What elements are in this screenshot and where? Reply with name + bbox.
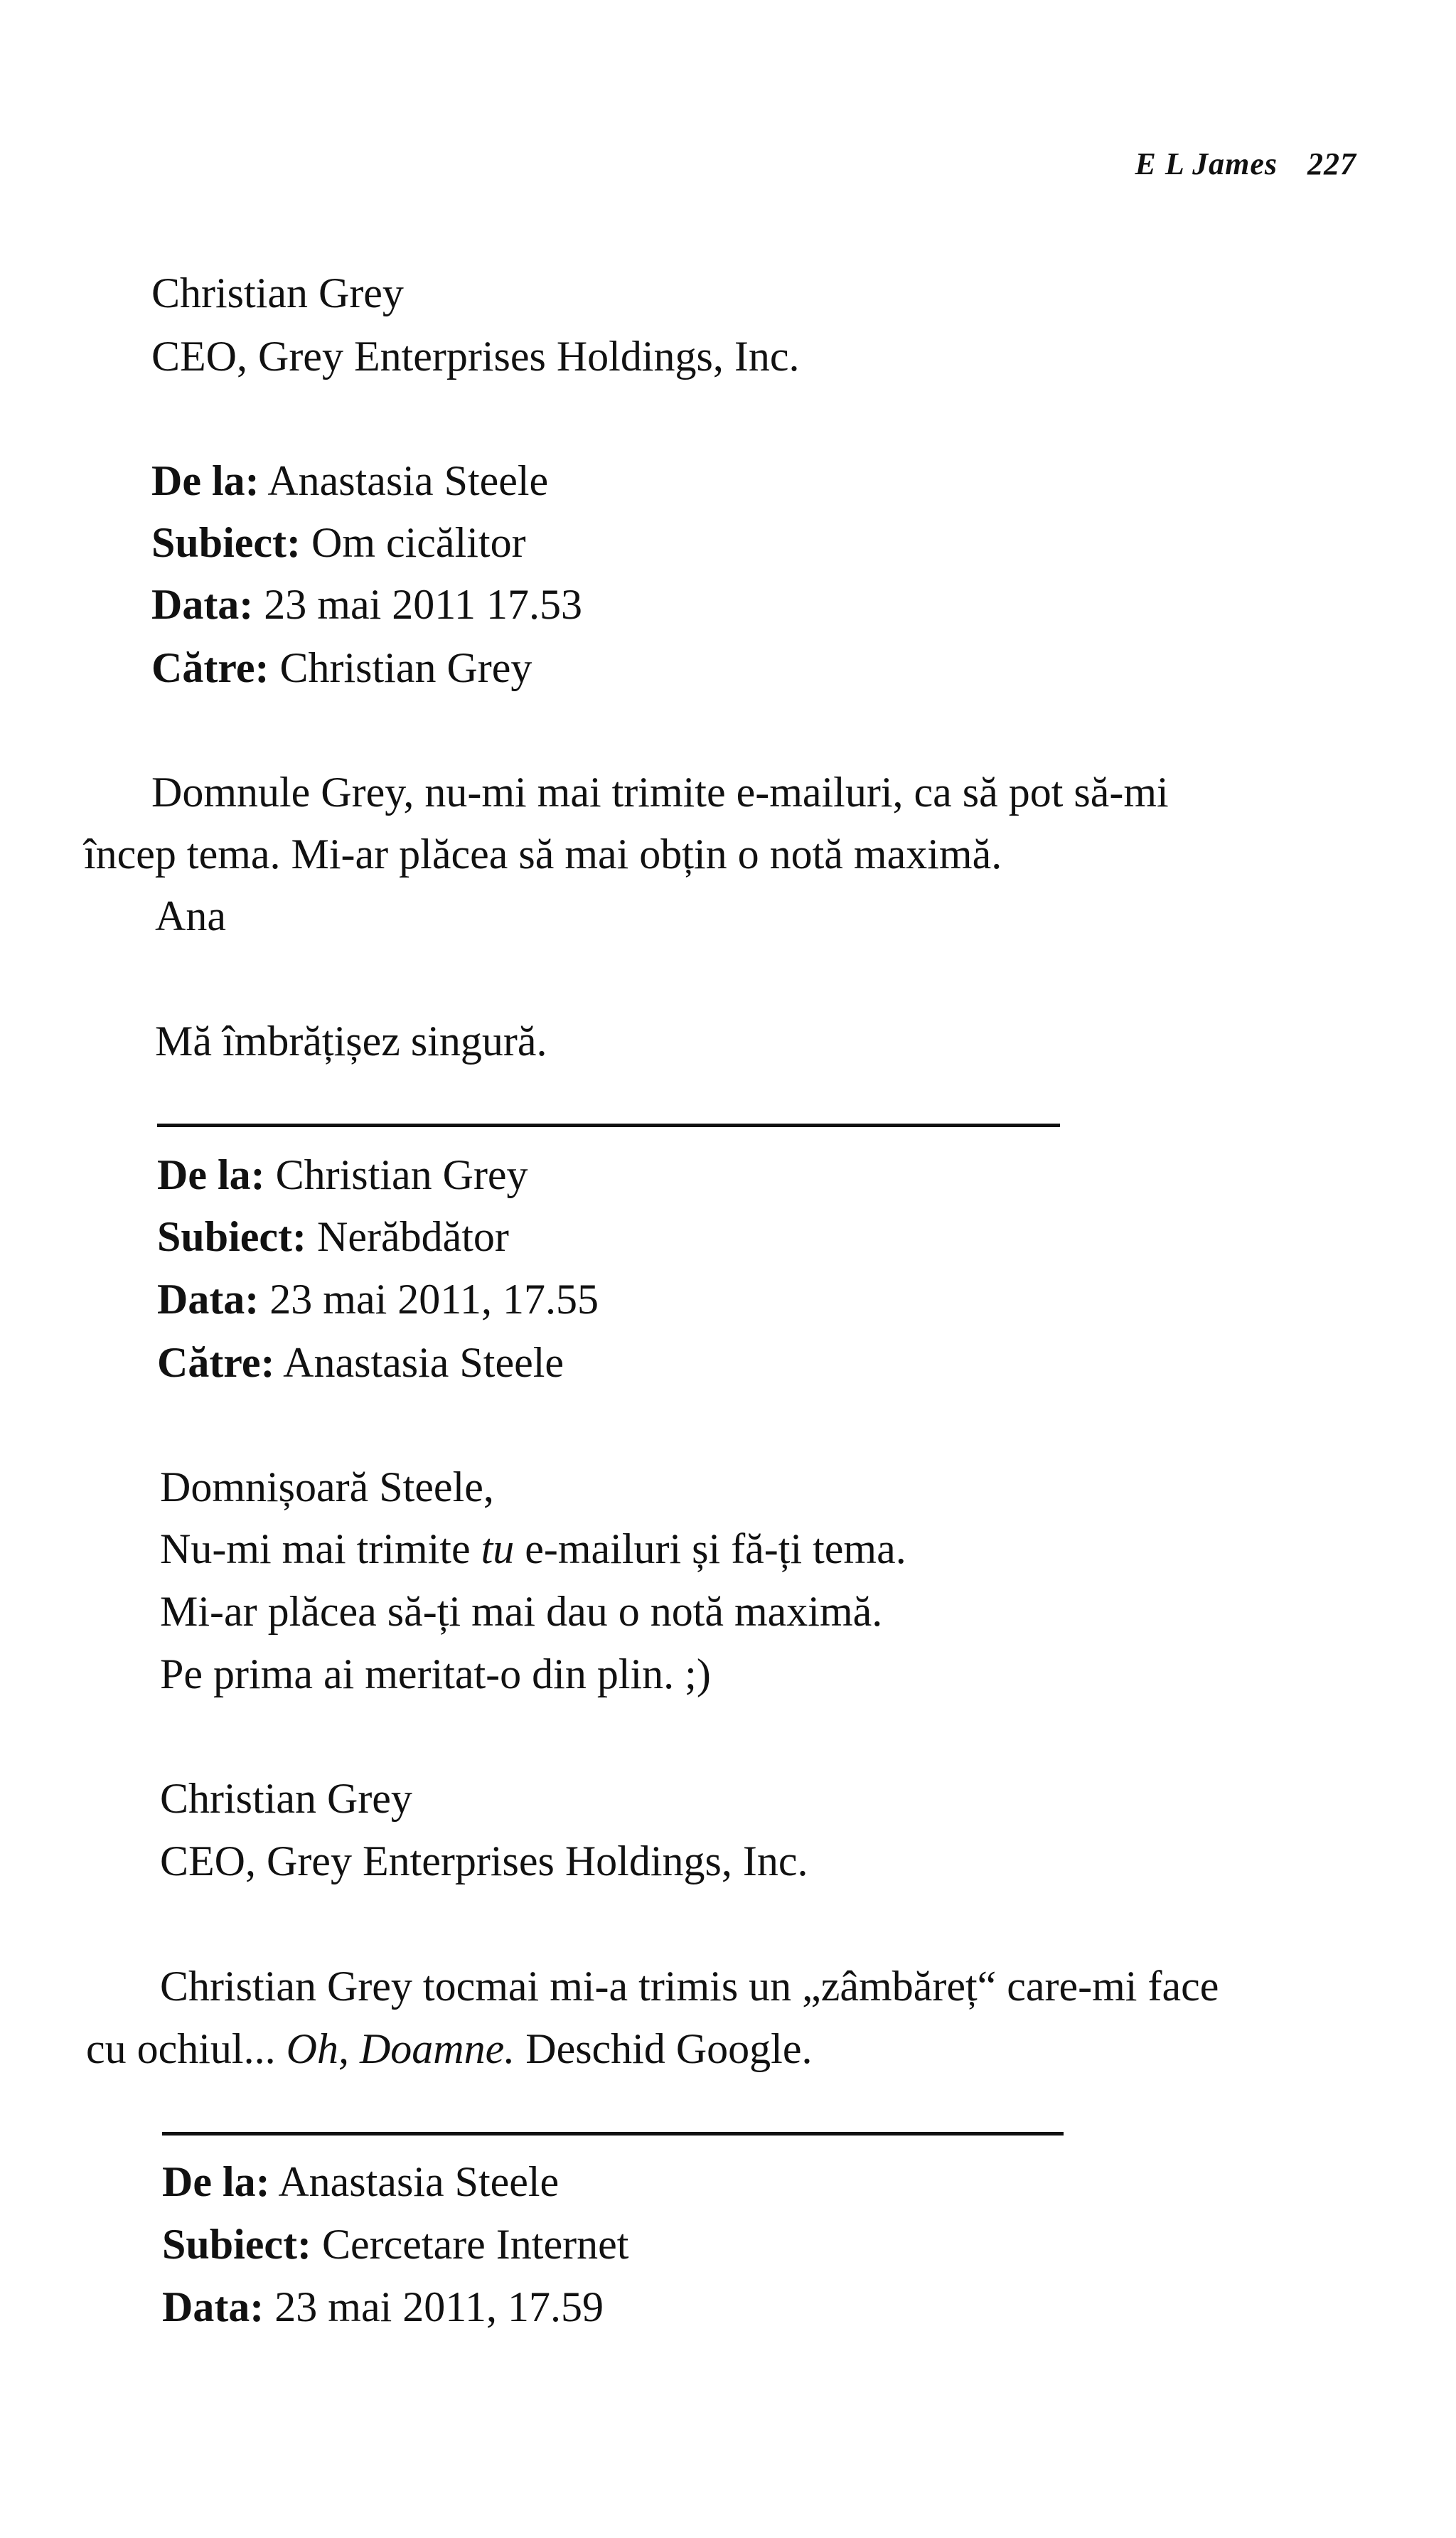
date-value: 23 mai 2011 17.53 xyxy=(264,581,583,628)
email-2-to-line xyxy=(157,1337,564,1388)
email-1-to-line xyxy=(151,642,532,693)
email-1-body-line: Domnule Grey, nu-mi mai trimite e-mailuri, ca să pot să-mi xyxy=(151,769,1169,816)
email-1-signoff: Ana xyxy=(155,892,226,939)
emphasis-text: Oh, Doamne. xyxy=(286,2025,515,2072)
from-value: Christian Grey xyxy=(275,1151,528,1198)
date-value: 23 mai 2011, 17.55 xyxy=(269,1276,599,1323)
narration-line xyxy=(86,2023,812,2074)
signature-title: CEO, Grey Enterprises Holdings, Inc. xyxy=(151,333,800,380)
email-2-body-line: Pe prima ai meritat-o din plin. ;) xyxy=(160,1651,711,1697)
from-value: Anastasia Steele xyxy=(267,457,549,504)
email-3-from-line xyxy=(162,2156,559,2207)
email-1-date-line xyxy=(151,579,582,630)
narration-text: cu ochiul... xyxy=(86,2025,287,2072)
date-label: Data: xyxy=(157,1276,259,1323)
date-value: 23 mai 2011, 17.59 xyxy=(274,2283,604,2330)
email-2-subject-line xyxy=(157,1211,509,1262)
email-2-body-line: Mi-ar plăcea să-ți mai dau o notă maximă. xyxy=(160,1588,883,1635)
email-1-from-line xyxy=(151,455,548,506)
signature-name: Christian Grey xyxy=(151,270,404,316)
email-2-signature-title: CEO, Grey Enterprises Holdings, Inc. xyxy=(160,1838,808,1884)
date-label: Data: xyxy=(151,581,254,628)
from-label: De la: xyxy=(157,1151,265,1198)
email-1-body-line: încep tema. Mi-ar plăcea să mai obțin o notă maximă. xyxy=(84,831,1002,878)
subject-value: Nerăbdător xyxy=(317,1213,509,1260)
email-1-subject-line xyxy=(151,517,526,568)
email-2-greeting: Domnișoară Steele, xyxy=(160,1463,494,1510)
email-3-subject-line xyxy=(162,2219,628,2270)
email-divider xyxy=(157,1124,1060,1127)
email-3-date-line xyxy=(162,2281,604,2332)
page-number: 227 xyxy=(1307,146,1356,181)
email-2-body-line xyxy=(160,1523,906,1574)
to-label: Către: xyxy=(151,644,269,691)
email-2-signature-name: Christian Grey xyxy=(160,1775,412,1822)
from-label: De la: xyxy=(151,457,259,504)
email-2-from-line xyxy=(157,1149,528,1200)
body-text: e-mailuri și fă-ți tema. xyxy=(514,1525,906,1572)
body-text: Nu-mi mai trimite xyxy=(160,1525,481,1572)
narration-text: Deschid Google. xyxy=(515,2025,813,2072)
from-value: Anastasia Steele xyxy=(278,2158,560,2205)
emphasis-text: tu xyxy=(481,1525,515,1572)
subject-label: Subiect: xyxy=(157,1213,306,1260)
to-value: Christian Grey xyxy=(279,644,532,691)
from-label: De la: xyxy=(162,2158,270,2205)
narration-paragraph: Mă îmbrățișez singură. xyxy=(155,1018,547,1065)
email-divider xyxy=(162,2132,1064,2136)
subject-label: Subiect: xyxy=(162,2221,311,2268)
header-author: E L James xyxy=(1135,146,1278,181)
date-label: Data: xyxy=(162,2283,264,2330)
to-value: Anastasia Steele xyxy=(283,1339,564,1386)
running-header xyxy=(1135,146,1356,182)
narration-line: Christian Grey tocmai mi-a trimis un „zâmbăreț“ care-mi face xyxy=(160,1963,1219,2010)
subject-value: Cercetare Internet xyxy=(322,2221,629,2268)
to-label: Către: xyxy=(157,1339,275,1386)
email-2-date-line xyxy=(157,1274,599,1325)
subject-label: Subiect: xyxy=(151,519,301,566)
subject-value: Om cicălitor xyxy=(311,519,526,566)
